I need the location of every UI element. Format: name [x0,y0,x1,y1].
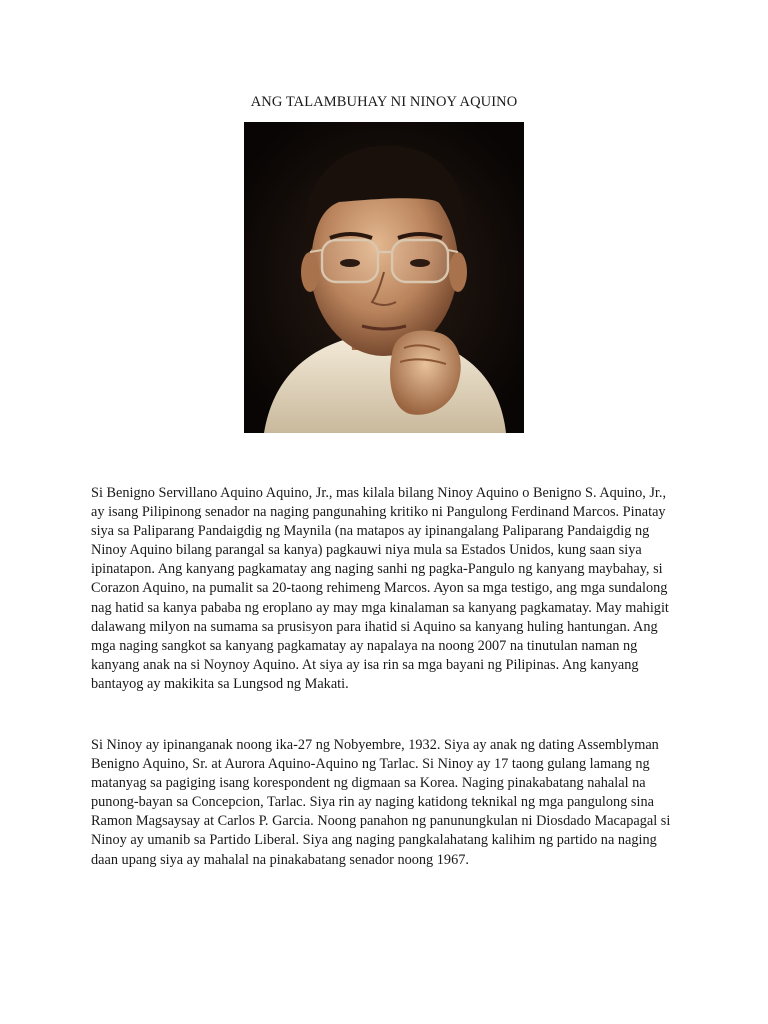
biography-paragraph-2: Si Ninoy ay ipinanganak noong ika-27 ng Nobyembre, 1932. Siya ay anak ng dating Assemblyman Benigno Aquino, Sr. at Aurora Aquino-Aquino ng Tarlac. Si Ninoy ay 17 taong gulang lamang ng matanyag sa pagiging isang korespondent ng digmaan sa Korea. Naging pinakabatang nahalal na punong-bayan sa Concepcion, Tarlac. Siya rin ay naging katidong teknikal ng mga pangulong sina Ramon Magsaysay at Carlos P. Garcia. Noong panahon ng panunungkulan ni Diosdado Macapagal si Ninoy ay umanib sa Partido Liberal. Siya ang naging pangkalahatang kalihim ng partido na naging daan upang siya ay mahalal na pinakabatang senador noong 1967. [91,737,671,868]
document-title: ANG TALAMBUHAY NI NINOY AQUINO [250,94,518,110]
biography-paragraph-1: Si Benigno Servillano Aquino Aquino, Jr., mas kilala bilang Ninoy Aquino o Benigno S. Aquino, Jr., ay isang Pilipinong senador na naging pangunahing kritiko ni Pangulong Ferdinand Marcos. Pinatay siya sa Paliparang Pandaigdig ng Maynila (na matapos ay ipinangalang Paliparang Pandaigdig ng Ninoy Aquino bilang parangal sa kanya) pagkauwi niya mula sa Estados Unidos, kung saan siya ipinatapon. Ang kanyang pagkamatay ang naging sanhi ng pagka-Pangulo ng kanyang maybahay, si Corazon Aquino, na pumalit sa 20-taong rehimeng Marcos. Ayon sa mga testigo, ang mga sundalong nag hatid sa kanya pababa ng eroplano ay may mga kinalaman sa kanyang pagkamatay. May mahigit dalawang milyon na sumama sa prusisyon para ihatid si Aquino sa kanyang huling hantungan. Ang mga naging sangkot sa kanyang pagkamatay ay napalaya na noong 2007 na tinutulan naman ng kanyang anak na si Noynoy Aquino. At siya ay isa rin sa mga bayani ng Pilipinas. Ang kanyang bantayog ay makikita sa Lungsod ng Makati. [91,485,669,692]
portrait-illustration [244,122,524,433]
portrait-photo [244,122,524,433]
